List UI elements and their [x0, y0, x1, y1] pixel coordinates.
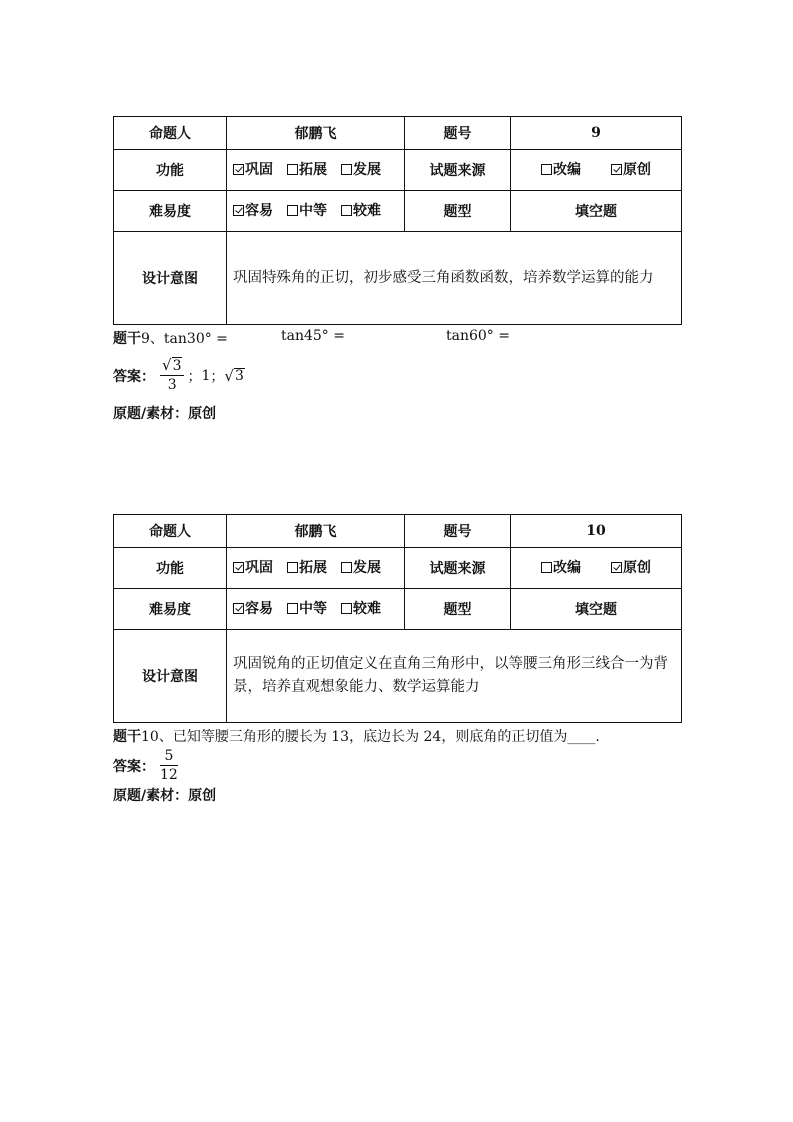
original-label: 原题/素材：	[113, 788, 189, 804]
source-options	[511, 150, 682, 191]
function-option-develop[interactable]: 发展	[341, 558, 381, 578]
question-block-10	[113, 514, 681, 805]
question-stem	[113, 726, 681, 748]
function-option-develop[interactable]: 发展	[341, 160, 381, 180]
number-label: 题号	[405, 117, 511, 150]
difficulty-option-medium[interactable]: 中等	[287, 201, 327, 221]
fraction-numerator: √3	[162, 356, 182, 374]
number-value: 9	[511, 117, 682, 150]
function-option-consolidate[interactable]: 巩固	[233, 160, 273, 180]
difficulty-option-easy[interactable]: 容易	[233, 201, 273, 221]
answer-separator: ；	[210, 368, 225, 385]
stem-part-tan30: tan30° =	[163, 331, 228, 347]
source-options	[511, 548, 682, 589]
question-meta-table	[113, 116, 682, 325]
design-intent-label: 设计意图	[114, 232, 227, 325]
difficulty-option-hard[interactable]: 较难	[341, 201, 381, 221]
checkbox-checked-icon[interactable]	[233, 603, 244, 614]
original-label: 原题/素材：	[113, 406, 189, 422]
original-value: 原创	[188, 788, 217, 804]
answer-label: 答案：	[113, 368, 155, 385]
stem-label: 题干	[113, 331, 141, 347]
answer-value-tan45: 1	[201, 367, 211, 384]
question-meta-table	[113, 514, 682, 723]
original-source-line	[113, 785, 681, 805]
answer-value-tan60: √ 3	[224, 366, 244, 385]
difficulty-options	[227, 191, 405, 232]
function-label: 功能	[114, 548, 227, 589]
sqrt-radical-icon: √	[162, 356, 172, 374]
checkbox-checked-icon[interactable]	[611, 562, 622, 573]
source-type-label: 试题来源	[405, 150, 511, 191]
function-option-consolidate[interactable]: 巩固	[233, 558, 273, 578]
checkbox-checked-icon[interactable]	[233, 562, 244, 573]
difficulty-option-medium[interactable]: 中等	[287, 599, 327, 619]
fraction-numerator: 5	[164, 748, 174, 764]
checkbox-empty-icon[interactable]	[287, 562, 298, 573]
author-label: 命题人	[114, 117, 227, 150]
answer-fraction	[160, 748, 178, 783]
function-option-extend[interactable]: 拓展	[287, 558, 327, 578]
difficulty-option-hard[interactable]: 较难	[341, 599, 381, 619]
fraction-denominator: 3	[167, 377, 177, 393]
difficulty-label: 难易度	[114, 191, 227, 232]
number-label: 题号	[405, 515, 511, 548]
answer-line	[113, 748, 681, 783]
checkbox-empty-icon[interactable]	[541, 164, 552, 175]
question-type-label: 题型	[405, 589, 511, 630]
question-type-value: 填空题	[511, 191, 682, 232]
answer-label: 答案：	[113, 758, 155, 775]
fraction-bar	[160, 375, 184, 376]
question-stem	[113, 328, 681, 350]
author-label: 命题人	[114, 515, 227, 548]
stem-text: 10、已知等腰三角形的腰长为 13，底边长为 24，则底角的正切值为____.	[141, 729, 600, 745]
checkbox-checked-icon[interactable]	[233, 205, 244, 216]
question-block-9	[113, 116, 681, 423]
checkbox-empty-icon[interactable]	[341, 164, 352, 175]
difficulty-label: 难易度	[114, 589, 227, 630]
checkbox-empty-icon[interactable]	[541, 562, 552, 573]
function-label: 功能	[114, 150, 227, 191]
checkbox-empty-icon[interactable]	[287, 603, 298, 614]
source-option-original[interactable]: 原创	[611, 558, 651, 578]
fraction-denominator: 12	[160, 767, 178, 783]
function-options	[227, 548, 405, 589]
answer-separator: ；	[187, 368, 202, 385]
checkbox-empty-icon[interactable]	[341, 562, 352, 573]
checkbox-checked-icon[interactable]	[233, 164, 244, 175]
checkbox-empty-icon[interactable]	[341, 603, 352, 614]
checkbox-empty-icon[interactable]	[287, 164, 298, 175]
author-value: 郁鹏飞	[227, 117, 405, 150]
author-value: 郁鹏飞	[227, 515, 405, 548]
checkbox-empty-icon[interactable]	[287, 205, 298, 216]
number-value: 10	[511, 515, 682, 548]
stem-number: 9、	[141, 331, 164, 347]
checkbox-checked-icon[interactable]	[611, 164, 622, 175]
design-intent-label: 设计意图	[114, 630, 227, 723]
function-options	[227, 150, 405, 191]
checkbox-empty-icon[interactable]	[341, 205, 352, 216]
source-option-original[interactable]: 原创	[611, 160, 651, 180]
source-option-adapted[interactable]: 改编	[541, 558, 581, 578]
design-intent-text: 巩固特殊角的正切，初步感受三角函数函数，培养数学运算的能力	[227, 232, 682, 325]
answer-fraction	[160, 358, 184, 393]
function-option-extend[interactable]: 拓展	[287, 160, 327, 180]
fraction-bar	[160, 765, 178, 766]
question-type-value: 填空题	[511, 589, 682, 630]
difficulty-options	[227, 589, 405, 630]
answer-line	[113, 358, 681, 393]
stem-part-tan45: tan45° =	[281, 328, 345, 344]
source-type-label: 试题来源	[405, 548, 511, 589]
original-value: 原创	[188, 406, 217, 422]
original-source-line	[113, 403, 681, 423]
stem-label: 题干	[113, 729, 141, 745]
stem-part-tan60: tan60° =	[446, 328, 510, 344]
sqrt-radical-icon: √	[224, 366, 234, 385]
design-intent-text: 巩固锐角的正切值定义在直角三角形中，以等腰三角形三线合一为背景，培养直观想象能力、数学运算能力	[227, 630, 682, 723]
source-option-adapted[interactable]: 改编	[541, 160, 581, 180]
question-type-label: 题型	[405, 191, 511, 232]
difficulty-option-easy[interactable]: 容易	[233, 599, 273, 619]
